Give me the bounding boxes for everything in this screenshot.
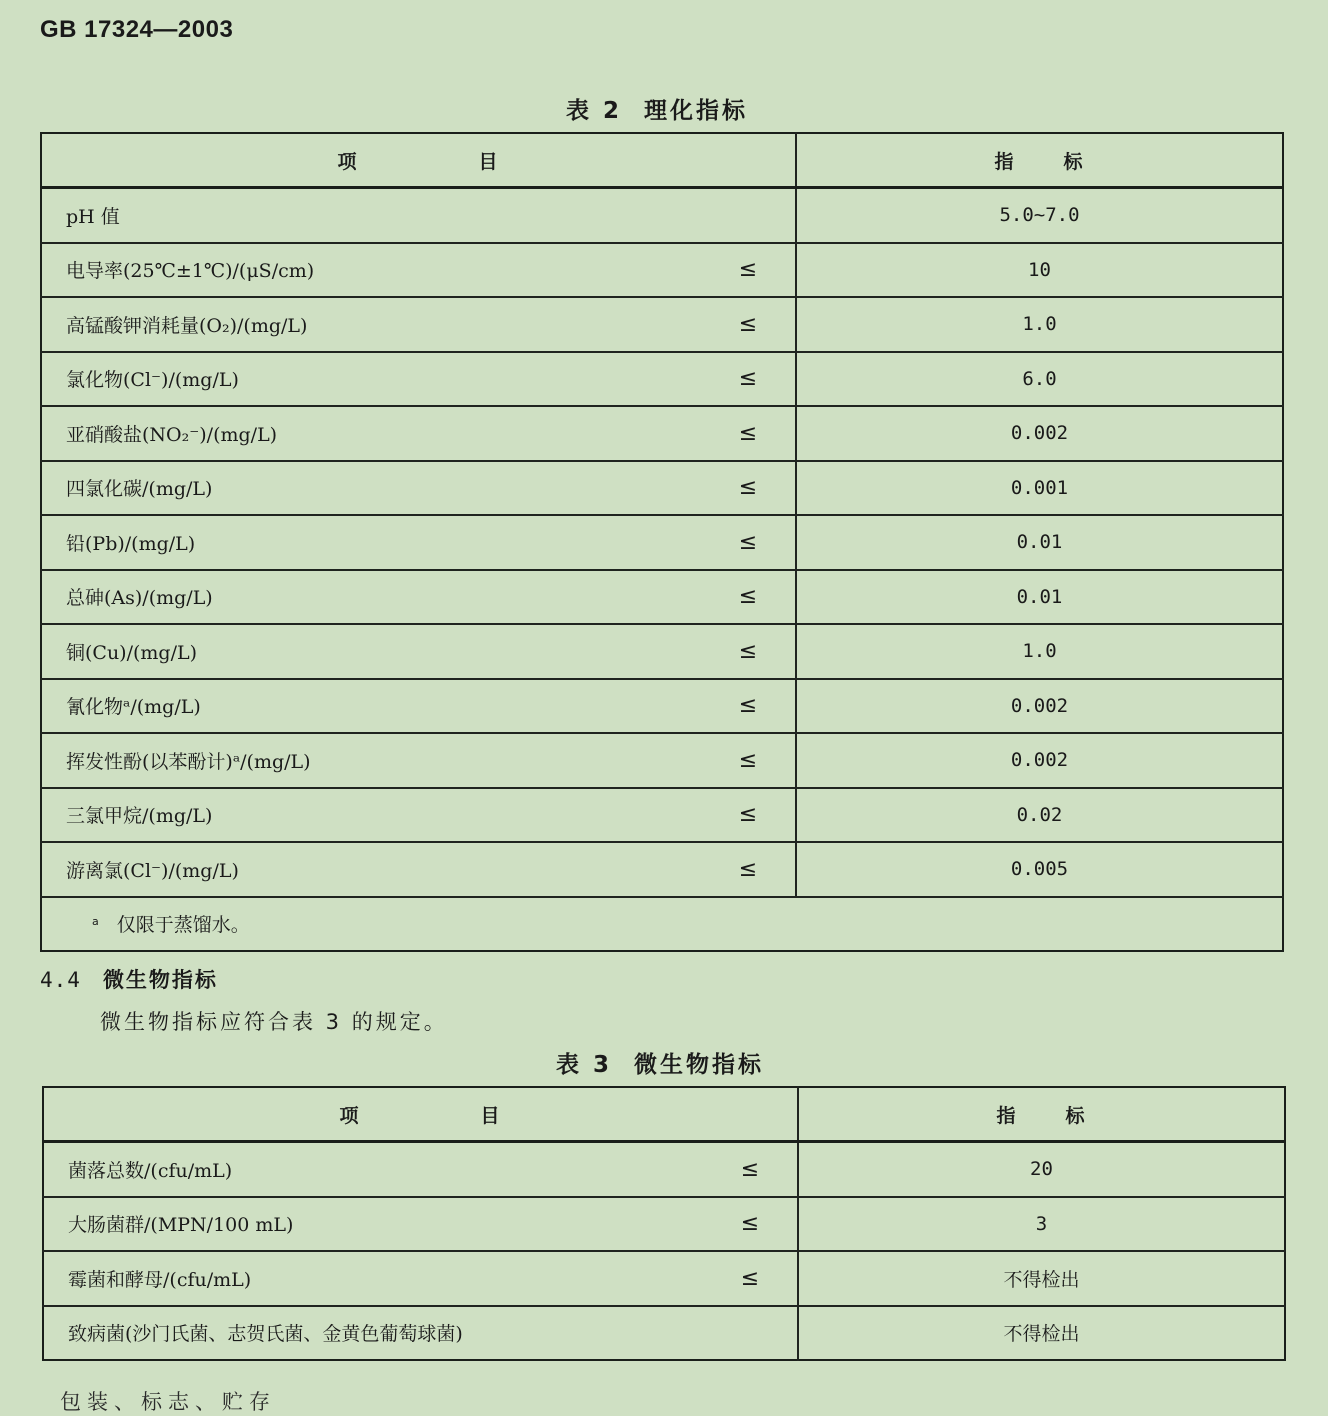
standard-code: GB 17324—2003 — [40, 16, 234, 43]
row-item: 亚硝酸盐(NO₂⁻)/(mg/L) — [41, 406, 701, 461]
row-item: 大肠菌群/(MPN/100 mL) — [43, 1197, 703, 1252]
row-operator — [701, 188, 796, 243]
table3-number: 表 3 — [556, 1052, 613, 1078]
row-operator: ≤ — [701, 788, 796, 843]
table-row — [41, 297, 1283, 352]
row-operator: ≤ — [701, 679, 796, 734]
row-value: 0.002 — [796, 406, 1283, 461]
row-operator: ≤ — [701, 297, 796, 352]
footnote-text: 仅限于蒸馏水。 — [116, 914, 250, 937]
table2-header-row — [41, 133, 1283, 188]
row-item: 游离氯(Cl⁻)/(mg/L) — [41, 842, 701, 897]
row-operator: ≤ — [701, 624, 796, 679]
row-operator — [703, 1306, 798, 1361]
table2-physicochemical — [40, 132, 1284, 952]
row-value: 3 — [798, 1197, 1285, 1252]
row-item: 总砷(As)/(mg/L) — [41, 570, 701, 625]
table-row — [41, 624, 1283, 679]
table2-header-item: 项 目 — [41, 133, 796, 188]
row-operator: ≤ — [703, 1251, 798, 1306]
section-heading — [40, 964, 218, 994]
row-value: 6.0 — [796, 352, 1283, 407]
row-operator: ≤ — [701, 406, 796, 461]
table-row — [41, 461, 1283, 516]
table-row — [43, 1251, 1285, 1306]
row-item: 铜(Cu)/(mg/L) — [41, 624, 701, 679]
table-row — [43, 1197, 1285, 1252]
row-operator: ≤ — [703, 1142, 798, 1197]
row-operator: ≤ — [701, 515, 796, 570]
row-item: 高锰酸钾消耗量(O₂)/(mg/L) — [41, 297, 701, 352]
row-value: 不得检出 — [798, 1251, 1285, 1306]
section-body: 微生物指标应符合表 3 的规定。 — [100, 1010, 448, 1034]
table3-title-text: 微生物指标 — [634, 1052, 765, 1078]
section-title: 微生物指标 — [102, 968, 218, 992]
row-value: 不得检出 — [798, 1306, 1285, 1361]
row-value: 0.02 — [796, 788, 1283, 843]
table3-header-item: 项 目 — [43, 1087, 798, 1142]
table-row — [41, 679, 1283, 734]
row-item: 菌落总数/(cfu/mL) — [68, 1159, 233, 1182]
row-value: 0.002 — [796, 679, 1283, 734]
table-row — [41, 842, 1283, 897]
table2-title-text: 理化指标 — [644, 98, 749, 124]
table-row — [41, 733, 1283, 788]
row-value: 0.002 — [796, 733, 1283, 788]
table-row — [41, 243, 1283, 298]
row-item: 氰化物ᵃ/(mg/L) — [41, 679, 701, 734]
section-number: 4.4 — [40, 968, 81, 992]
row-value: 0.001 — [796, 461, 1283, 516]
row-item: 霉菌和酵母/(cfu/mL) — [43, 1251, 703, 1306]
row-operator: ≤ — [701, 461, 796, 516]
row-item: 致病菌(沙门氏菌、志贺氏菌、金黄色葡萄球菌) — [43, 1306, 703, 1361]
table-row — [41, 570, 1283, 625]
row-value: 1.0 — [796, 624, 1283, 679]
row-item: 铅(Pb)/(mg/L) — [41, 515, 701, 570]
row-item: pH 值 — [66, 205, 120, 228]
row-value: 5.0~7.0 — [999, 204, 1080, 227]
row-operator: ≤ — [701, 243, 796, 298]
row-value: 10 — [796, 243, 1283, 298]
table3-header-value: 指 标 — [798, 1087, 1285, 1142]
row-operator: ≤ — [701, 733, 796, 788]
row-value: 0.01 — [796, 570, 1283, 625]
table3-header-row — [43, 1087, 1285, 1142]
row-operator: ≤ — [701, 570, 796, 625]
table-row — [43, 1306, 1285, 1361]
table-row — [41, 188, 1283, 243]
trailing-text-partial: 包装、标志、贮存 — [60, 1390, 276, 1414]
row-operator: ≤ — [701, 842, 796, 897]
table-row — [41, 788, 1283, 843]
footnote-marker: a — [92, 915, 99, 929]
row-item: 三氯甲烷/(mg/L) — [41, 788, 701, 843]
table-row — [41, 406, 1283, 461]
row-operator: ≤ — [703, 1197, 798, 1252]
row-item: 电导率(25℃±1℃)/(μS/cm) — [41, 243, 701, 298]
table-row — [41, 515, 1283, 570]
table2-title — [566, 92, 748, 125]
row-value: 0.01 — [796, 515, 1283, 570]
table2-number: 表 2 — [566, 98, 623, 124]
row-value: 0.005 — [796, 842, 1283, 897]
row-item: 挥发性酚(以苯酚计)ᵃ/(mg/L) — [41, 733, 701, 788]
table-row — [41, 352, 1283, 407]
row-value: 20 — [1030, 1158, 1053, 1181]
table2-footnote — [41, 897, 1283, 952]
table2-footnote-row — [41, 897, 1283, 952]
table3-title — [556, 1046, 764, 1079]
row-item: 氯化物(Cl⁻)/(mg/L) — [41, 352, 701, 407]
table-row — [43, 1142, 1285, 1197]
table3-microbiological — [42, 1086, 1286, 1361]
row-item: 四氯化碳/(mg/L) — [41, 461, 701, 516]
row-operator: ≤ — [701, 352, 796, 407]
table2-header-value: 指 标 — [796, 133, 1283, 188]
row-value: 1.0 — [796, 297, 1283, 352]
